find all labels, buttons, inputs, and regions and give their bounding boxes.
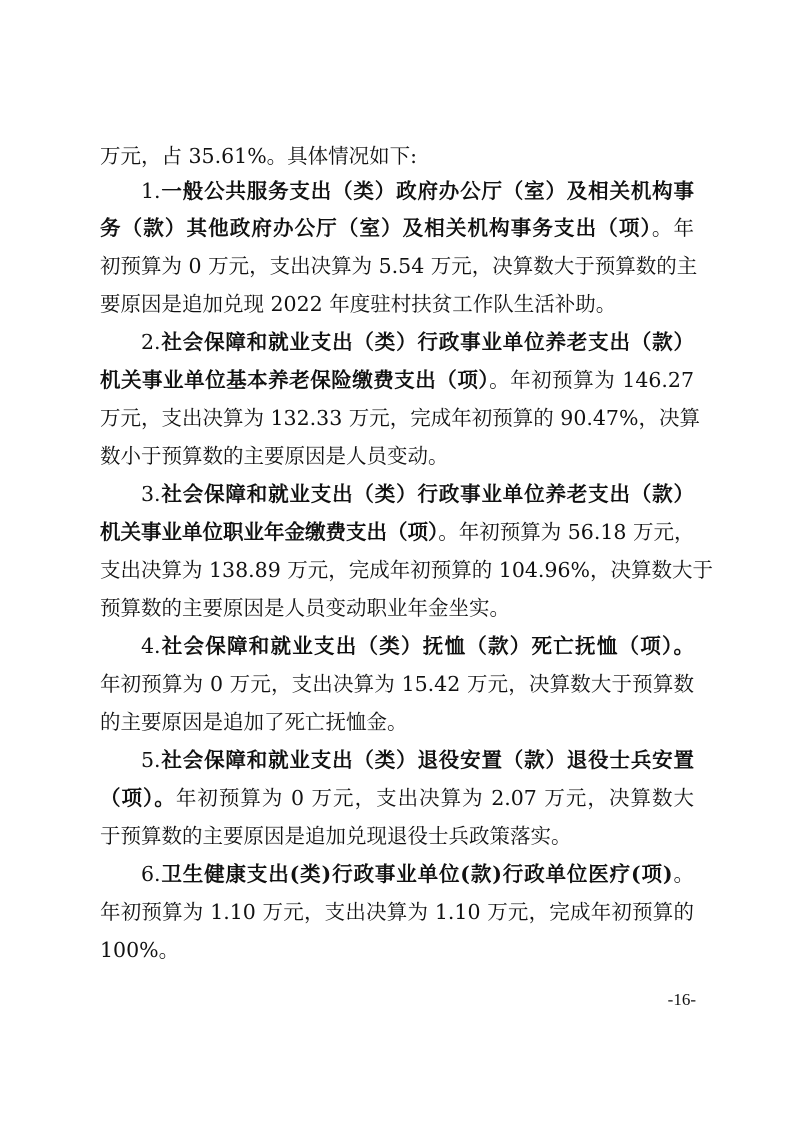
item-heading-bold: 社会保障和就业支出（类）抚恤（款）死亡抚恤（项）。 bbox=[160, 634, 694, 658]
item-heading-bold: 社会保障和就业支出（类）退役安置（款）退役士兵安置 bbox=[160, 748, 694, 772]
text-run: 的主要原因是追加了死亡抚恤金。 bbox=[100, 710, 408, 734]
text-line bbox=[100, 821, 694, 851]
text-line bbox=[100, 593, 694, 623]
item-number: 6. bbox=[141, 862, 161, 886]
text-run: 。年初预算为 56.18 万元， bbox=[438, 520, 695, 544]
text-line bbox=[100, 251, 698, 281]
text-run: 。年初预算为 146.27 bbox=[489, 368, 695, 392]
text-line bbox=[100, 365, 694, 395]
text-line bbox=[100, 403, 700, 433]
item-heading-bold: 社会保障和就业支出（类）行政事业单位养老支出（款） bbox=[160, 330, 694, 354]
text-run: 万元，支出决算为 132.33 万元，完成年初预算的 90.47%，决算 bbox=[100, 406, 700, 430]
text-line bbox=[100, 555, 713, 585]
text-line bbox=[100, 517, 694, 547]
text-line bbox=[100, 669, 694, 699]
text-run: 初预算为 0 万元，支出决算为 5.54 万元，决算数大于预算数的主 bbox=[100, 254, 698, 278]
text-line bbox=[100, 289, 694, 319]
text-run: 要原因是追加兑现 2022 年度驻村扶贫工作队生活补助。 bbox=[100, 292, 617, 316]
item-heading-bold: 社会保障和就业支出（类）行政事业单位养老支出（款） bbox=[160, 482, 694, 506]
item-2-heading-line bbox=[141, 327, 694, 357]
item-number: 1. bbox=[141, 179, 161, 203]
item-3-heading-line bbox=[141, 479, 694, 509]
page-number: -16- bbox=[667, 990, 696, 1009]
item-number: 2. bbox=[141, 330, 161, 354]
item-5-heading-line bbox=[141, 745, 694, 775]
text-run: 万元，占 35.61%。具体情况如下: bbox=[100, 144, 418, 168]
item-heading-bold: 机关事业单位职业年金缴费支出（项） bbox=[100, 520, 439, 544]
text-run: 。年 bbox=[651, 216, 695, 240]
text-run: 支出决算为 138.89 万元，完成年初预算的 104.96%，决算数大于 bbox=[100, 558, 713, 582]
item-heading-bold: （项）。 bbox=[100, 786, 176, 810]
text-run: 年初预算为 1.10 万元，支出决算为 1.10 万元，完成年初预算的 bbox=[100, 900, 694, 924]
text-run: 100%。 bbox=[100, 938, 180, 962]
text-line bbox=[100, 935, 694, 965]
text-line bbox=[100, 441, 694, 471]
text-run: 于预算数的主要原因是追加兑现退役士兵政策落实。 bbox=[100, 824, 572, 848]
item-heading-bold: 机关事业单位基本养老保险缴费支出（项） bbox=[100, 368, 490, 392]
text-line bbox=[100, 897, 694, 927]
item-6-heading-line bbox=[141, 859, 694, 889]
text-run: 预算数的主要原因是人员变动职业年金坐实。 bbox=[100, 596, 510, 620]
text-run: 。 bbox=[672, 862, 695, 886]
text-run: 年初预算为 0 万元，支出决算为 2.07 万元，决算数大 bbox=[175, 786, 694, 810]
text-run: 年初预算为 0 万元，支出决算为 15.42 万元，决算数大于预算数 bbox=[100, 672, 694, 696]
text-run: 数小于预算数的主要原因是人员变动。 bbox=[100, 444, 449, 468]
item-heading-bold: 卫生健康支出(类)行政事业单位(款)行政单位医疗(项) bbox=[160, 862, 673, 886]
text-line bbox=[100, 707, 694, 737]
item-number: 3. bbox=[141, 482, 161, 506]
item-1-heading-line bbox=[141, 176, 694, 206]
item-number: 5. bbox=[141, 748, 161, 772]
item-heading-bold: 务（款）其他政府办公厅（室）及相关机构事务支出（项） bbox=[100, 216, 652, 240]
item-number: 4. bbox=[141, 634, 161, 658]
text-line bbox=[100, 783, 694, 813]
text-line bbox=[100, 141, 694, 171]
item-heading-bold: 一般公共服务支出（类）政府办公厅（室）及相关机构事 bbox=[160, 179, 694, 203]
text-line bbox=[100, 213, 694, 243]
item-4-heading-line bbox=[141, 631, 694, 661]
